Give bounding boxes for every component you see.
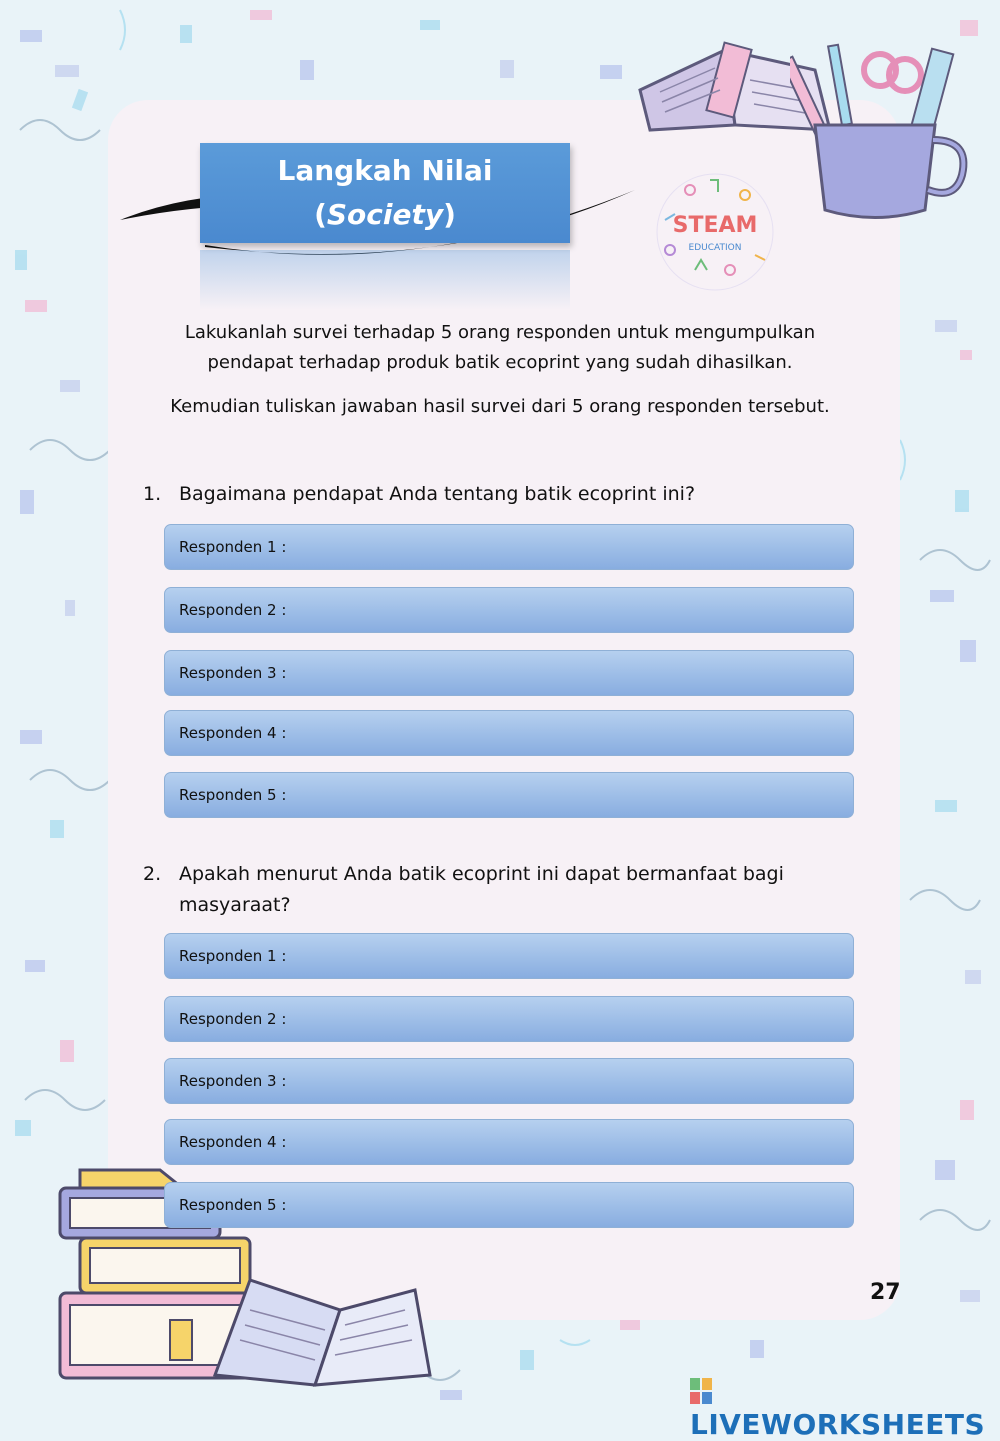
question-number: 1. [143,483,162,505]
liveworksheets-logo-text: LIVEWORKSHEETS [690,1408,986,1441]
steam-education-badge [650,170,780,295]
q1-response-5-field[interactable]: Responden 5 : [164,772,854,818]
q2-response-2-field[interactable]: Responden 2 : [164,996,854,1042]
q2-response-3-field[interactable]: Responden 3 : [164,1058,854,1104]
q1-response-2-field[interactable]: Responden 2 : [164,587,854,633]
q2-response-1-field[interactable]: Responden 1 : [164,933,854,979]
question-text-line-2: masyaraat? [179,894,291,916]
instruction-line-3: Kemudian tuliskan jawaban hasil survei dari 5 orang responden tersebut. [170,396,830,417]
question-number: 2. [143,863,162,885]
question-text-line-1: Apakah menurut Anda batik ecoprint ini dapat bermanfaat bagi [179,863,784,885]
question-1 [143,479,843,510]
q2-response-4-field[interactable]: Responden 4 : [164,1119,854,1165]
pencil-cup-icon [790,40,975,230]
instruction-line-2: pendapat terhadap produk batik ecoprint yang sudah dihasilkan. [207,352,793,373]
question-text: Bagaimana pendapat Anda tentang batik ecoprint ini? [179,483,696,505]
title-reflection [200,250,570,310]
title-line-2: (Society) [314,198,456,231]
q2-response-5-field[interactable]: Responden 5 : [164,1182,854,1228]
page-title [200,143,570,243]
liveworksheets-logo[interactable] [690,1375,1000,1441]
steam-word: STEAM [672,213,758,238]
steam-sub: EDUCATION [688,243,742,253]
title-line-1: Langkah Nilai [277,154,493,187]
q1-response-4-field[interactable]: Responden 4 : [164,710,854,756]
q1-response-3-field[interactable]: Responden 3 : [164,650,854,696]
liveworksheets-logo-icon [690,1378,712,1404]
page-number: 27 [870,1280,901,1305]
question-2 [143,859,843,921]
instruction-line-1: Lakukanlah survei terhadap 5 orang responden untuk mengumpulkan [184,322,816,343]
q1-response-1-field[interactable]: Responden 1 : [164,524,854,570]
